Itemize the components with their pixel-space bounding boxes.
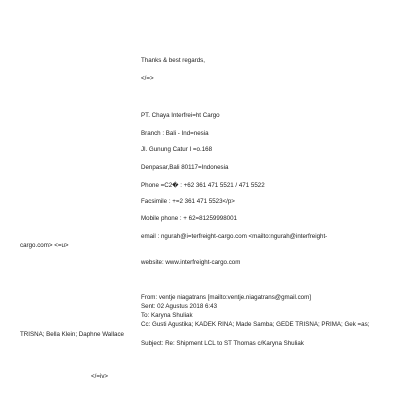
website-line: website: www.interfreight-cargo.com — [141, 259, 241, 266]
street-address: Jl. Gunung Catur I =o.168 — [141, 146, 213, 153]
header-to: To: Karyna Shuliak — [141, 312, 193, 319]
header-sent: Sent: 02 Agustus 2018 6:43 — [141, 303, 218, 310]
email-line-continued: cargo.com> <=u> — [20, 242, 69, 249]
footer-tag: </=iv> — [91, 373, 109, 380]
header-cc-continued: TRISNA; Bella Klein; Daphne Wallace — [20, 331, 124, 338]
closing-tag: </=> — [141, 75, 154, 82]
header-cc: Cc: Gusti Agustika; KADEK RINA; Made Samba; GEDE TRISNA; PRIMA; Gek =as; — [141, 321, 370, 328]
mobile-line: Mobile phone : + 62=81259998001 — [141, 215, 237, 222]
phone-line: Phone =C2� : +62 361 471 5521 / 471 5522 — [141, 182, 265, 189]
facsimile-line: Facsimile : +=2 361 471 5523</p> — [141, 198, 235, 205]
branch-line: Branch : Bali - Ind=nesia — [141, 130, 209, 137]
city-address: Denpasar,Bali 80117=Indonesia — [141, 164, 229, 171]
closing-text: Thanks & best regards, — [141, 57, 205, 64]
header-from: From: ventje niagatrans [mailto:ventje.niagatrans@gmail.com] — [141, 294, 311, 301]
company-name: PT. Chaya Interfrei=ht Cargo — [141, 112, 220, 119]
email-line: email : ngurah@i=terfreight-cargo.com <mailto:ngurah@interfreight- — [141, 233, 328, 240]
header-subject: Subject: Re: Shipment LCL to ST Thomas c/Karyna Shuliak — [141, 340, 304, 347]
